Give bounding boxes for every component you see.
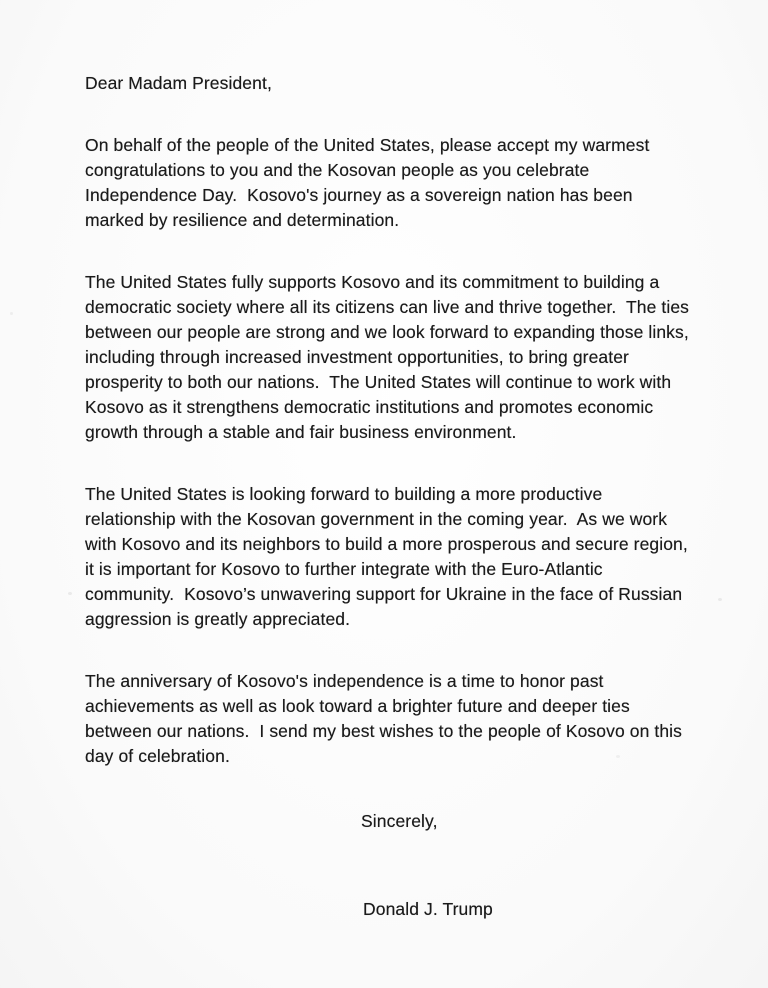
salutation: Dear Madam President, (85, 73, 272, 93)
paragraph-2: The United States fully supports Kosovo and its commitment to building a democratic society where all its citizens can live and thrive together. The ties between our people are strong and we look forward to expanding those links, including through increased investment opportunities, to bring greater prosperity to both our nations. The United States will continue to work with Kosovo as it strengthens democratic institutions and promotes economic growth through a stable and fair business environment. (85, 272, 694, 442)
paragraph-3: The United States is looking forward to building a more productive relationship with the Kosovan government in the coming year. As we work with Kosovo and its neighbors to build a more prosperous and secure region, it is important for Kosovo to further integrate with the Euro-Atlantic community. Kosovo’s unwavering support for Ukraine in the face of Russian aggression is greatly appreciated. (85, 484, 693, 629)
scan-speck (68, 592, 72, 595)
paragraph-4: The anniversary of Kosovo's independence is a time to honor past achievements as well as look toward a brighter future and deeper ties between our nations. I send my best wishes to the people of Kosovo on this day of celebration. (85, 671, 687, 766)
paragraph-1: On behalf of the people of the United States, please accept my warmest congratulations to you and the Kosovan people as you celebrate Independence Day. Kosovo's journey as a sovereign nation has been marked by resilience and determination. (85, 135, 655, 230)
signature-name: Donald J. Trump (363, 899, 493, 919)
closing: Sincerely, (361, 811, 438, 831)
scan-speck (10, 312, 13, 315)
letter-body (85, 71, 694, 922)
scan-speck (718, 598, 722, 601)
